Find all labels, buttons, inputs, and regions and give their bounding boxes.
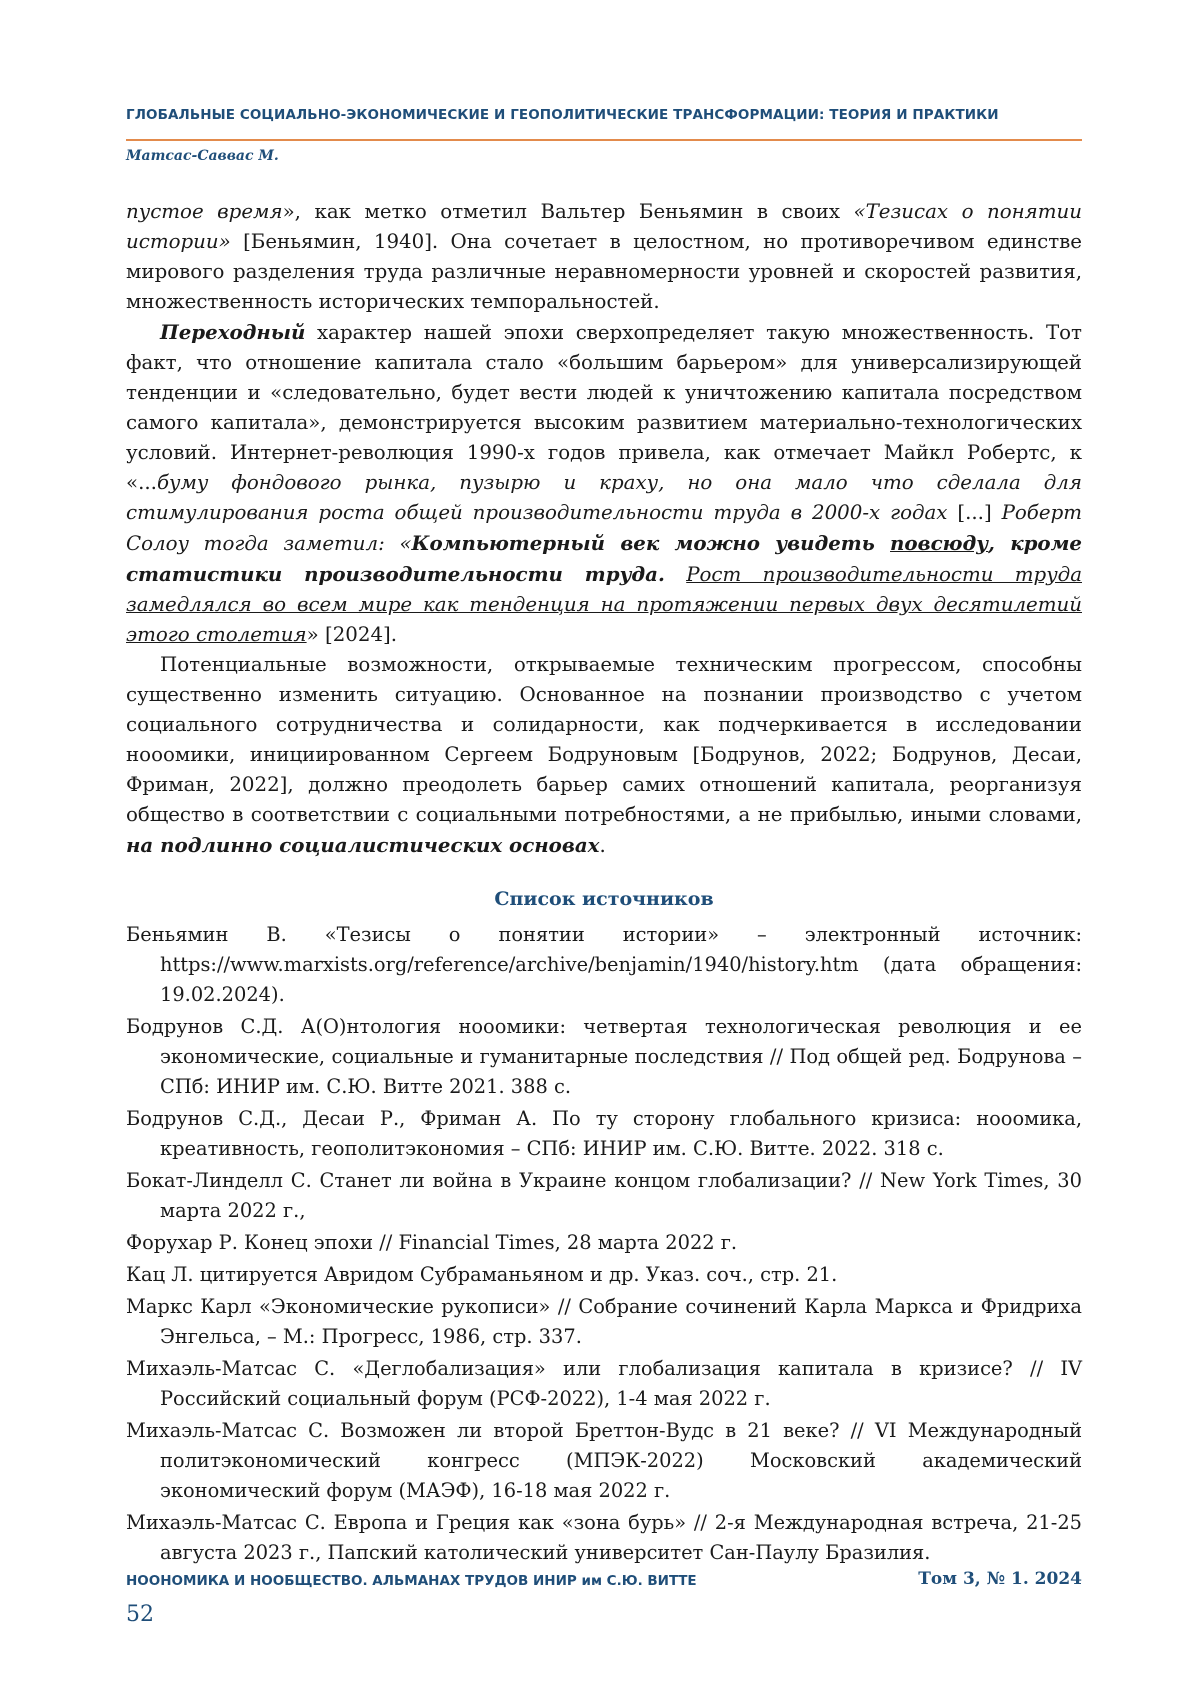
footer-journal: НООНОМИКА И НООБЩЕСТВО. АЛЬМАНАХ ТРУДОВ ИНИР им С.Ю. ВИТТЕ [126, 1573, 697, 1589]
page-number: 52 [126, 1602, 154, 1627]
italic-phrase: пустое время [126, 200, 283, 223]
quote-italic: Роберт Солоу тогда заметил: « [126, 501, 1082, 555]
text-run: », как метко отметил Вальтер Беньямин в своих [282, 200, 854, 223]
reference-item: Форухар Р. Конец эпохи // Financial Times, 28 марта 2022 г. [126, 1231, 738, 1254]
quote-bold: , кроме статистики производительности труда. [126, 531, 1082, 586]
reference-item: Беньямин В. «Тезисы о понятии истории» – электронный источник: https://www.marxists.org/reference/archive/benjamin/1940/history.htm (дата обращения: 19.02.2024). [126, 923, 1082, 1006]
paragraph-1 [126, 197, 1082, 317]
references-list [126, 920, 1082, 1570]
reference-item: Бокат-Линделл С. Станет ли война в Украине концом глобализации? // New York Times, 30 марта 2022 г., [126, 1169, 1082, 1222]
paragraph-3 [126, 650, 1082, 861]
text-run: [...] [947, 501, 1002, 524]
text-run [665, 563, 686, 586]
reference-item: Кац Л. цитируется Авридом Субраманьяном и др. Указ. соч., стр. 21. [126, 1263, 838, 1286]
reference-item: Бодрунов С.Д. А(О)нтология нооомики: четвертая технологическая революция и ее экономические, социальные и гуманитарные последствия // Под общей ред. Бодрунова – СПб: ИНИР им. С.Ю. Витте 2021. 388 с. [126, 1015, 1082, 1098]
author-name: Матсас-Саввас М. [126, 148, 279, 164]
text-run: » [2024]. [306, 623, 398, 646]
quote-italic: буму фондового рынка, пузырю и краху, но она мало что сделала для стимулирования роста общей производительности труда в 2000-х годах [126, 471, 1082, 524]
header-rule [126, 139, 1082, 141]
quote-bold: Компьютерный век можно увидеть [411, 531, 891, 555]
references-title: Список источников [494, 888, 714, 910]
quote-underlined: Рост производительности труда замедлялся во всем мире как тенденция на протяжении первых двух десятилетий этого столетия [126, 563, 1082, 646]
paragraph-2 [126, 317, 1082, 650]
reference-item: Михаэль-Матсас С. «Деглобализация» или глобализация капитала в кризисе? // IV Российский социальный форум (РСФ-2022), 1-4 мая 2022 г. [126, 1357, 1082, 1410]
italic-title: «Тезисах о понятии истории» [126, 200, 1082, 253]
running-title: ГЛОБАЛЬНЫЕ СОЦИАЛЬНО-ЭКОНОМИЧЕСКИЕ И ГЕОПОЛИТИЧЕСКИЕ ТРАНСФОРМАЦИИ: ТЕОРИЯ И ПРАКТИКИ [126, 107, 999, 123]
reference-item: Михаэль-Матсас С. Европа и Греция как «зона бурь» // 2-я Международная встреча, 21-25 августа 2023 г., Папский католический университет Сан-Паулу Бразилия. [126, 1511, 1082, 1564]
text-run: . [599, 834, 606, 857]
reference-item: Маркс Карл «Экономические рукописи» // Собрание сочинений Карла Маркса и Фридриха Энгельса, – М.: Прогресс, 1986, стр. 337. [126, 1295, 1082, 1348]
text-run: [Беньямин, 1940]. Она сочетает в целостном, но противоречивом единстве мирового разделения труда различные неравномерности уровней и скоростей развития, множественность исторических темпоральностей. [126, 230, 1082, 313]
reference-item: Бодрунов С.Д., Десаи Р., Фриман А. По ту сторону глобального кризиса: нооомика, креативность, геополитэкономия – СПб: ИНИР им. С.Ю. Витте. 2022. 318 с. [126, 1107, 1082, 1160]
emphasis-phrase: на подлинно социалистических основах [126, 833, 600, 857]
emphasis-term: Переходный [160, 320, 306, 344]
quote-bold-underlined: повсюду [890, 531, 989, 555]
text-run: Потенциальные возможности, открываемые техническим прогрессом, способны существенно изменить ситуацию. Основанное на познании производство с учетом социального сотрудничества и солидарности, как подчеркивается в исследовании нооомики, инициированном Сергеем Бодруновым [Бодрунов, 2022; Бодрунов, Десаи, Фриман, 2022], должно преодолеть барьер самих отношений капитала, реорганизуя общество в соответствии с социальными потребностями, а не прибылью, иными словами, [126, 653, 1082, 826]
reference-item: Михаэль-Матсас С. Возможен ли второй Бреттон-Вудс в 21 веке? // VI Международный политэкономический конгресс (МПЭК-2022) Московский академический экономический форум (МАЭФ), 16-18 мая 2022 г. [126, 1419, 1082, 1502]
article-body [126, 197, 1082, 861]
footer-issue: Том 3, № 1. 2024 [918, 1569, 1082, 1589]
text-run: характер нашей эпохи сверхопределяет такую множественность. Тот факт, что отношение капитала стало «большим барьером» для универсализирующей тенденции и «следовательно, будет вести людей к уничтожению капитала посредством самого капитала», демонстрируется высоким развитием материально-технологических условий. Интернет-революция 1990-х годов привела, как отмечает Майкл Робертс, к «... [126, 321, 1082, 494]
